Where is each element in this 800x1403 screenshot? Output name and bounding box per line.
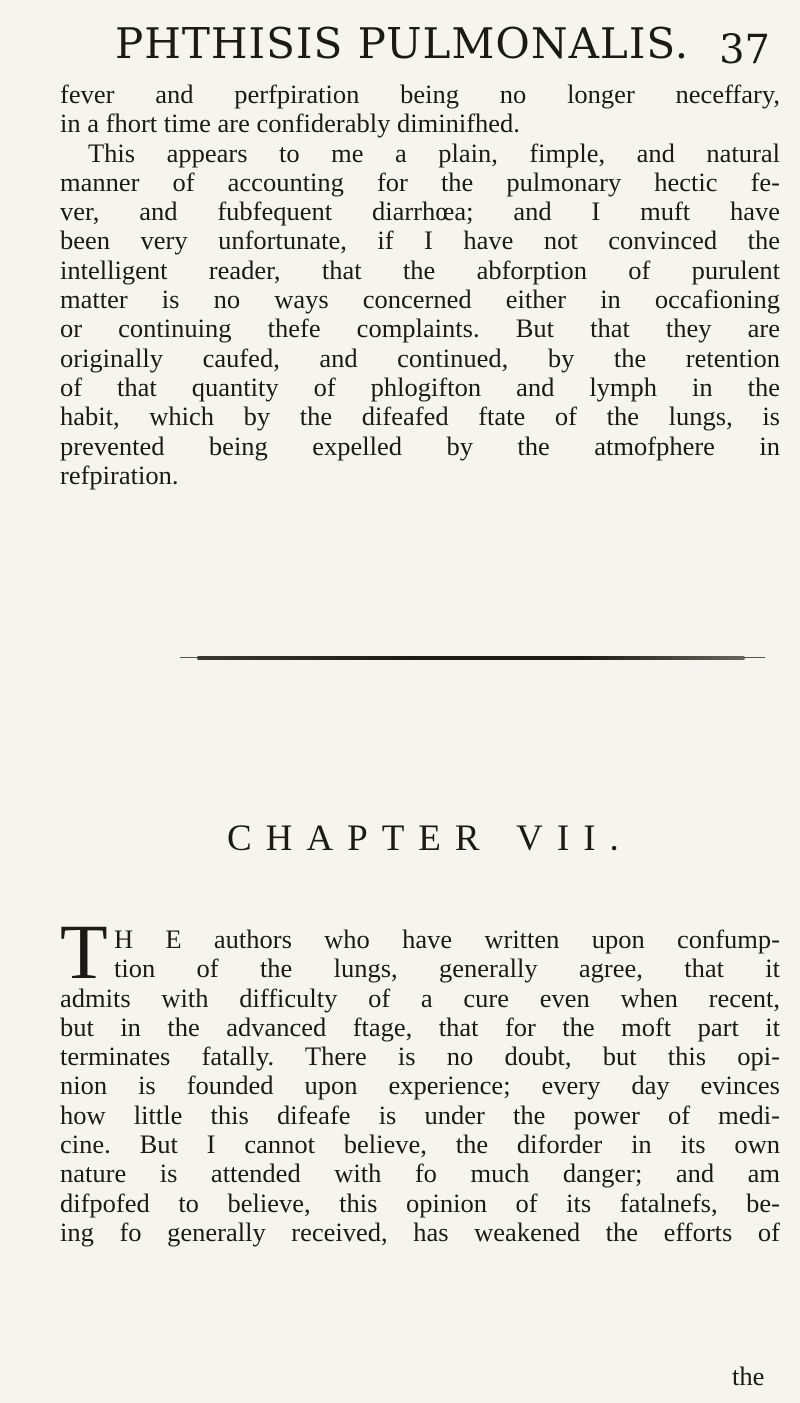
text-line: tion of the lungs, generally agree, that it [114, 953, 780, 984]
text-line: admits with difficulty of a cure even when recent, [60, 982, 780, 1013]
text-line: H E authors who have written upon confump- [114, 924, 780, 954]
chapter-text [60, 925, 780, 1247]
text-line: intelligent reader, that the abforption of purulent [60, 254, 780, 285]
text-line: manner of accounting for the pulmonary hectic fe- [60, 166, 780, 197]
text-line: of that quantity of phlogifton and lymph in the [60, 371, 780, 402]
section-one-text [60, 80, 780, 490]
text-line: ver, and fubfequent diarrhœa; and I muft have [60, 196, 780, 227]
text-line: refpiration. [60, 459, 179, 490]
text-line: been very unfortunate, if I have not convinced the [60, 225, 780, 256]
text-line: ing fo generally received, has weakened the efforts of [60, 1216, 780, 1247]
text-line: cine. But I cannot believe, the diforder in its own [60, 1129, 780, 1160]
text-line: nion is founded upon experience; every day evinces [60, 1070, 780, 1101]
page-number: 37 [719, 27, 770, 73]
text-line: prevented being expelled by the atmofphere in [60, 430, 780, 461]
text-line: in a fhort time are confiderably diminifhed. [60, 108, 520, 139]
chapter-heading: CHAPTER VII. [227, 818, 633, 859]
text-line: matter is no ways concerned either in occafioning [60, 284, 780, 315]
text-line: fever and perfpiration being no longer neceffary, [60, 79, 780, 109]
text-line: terminates fatally. There is no doubt, but this opi- [60, 1041, 780, 1072]
text-line: how little this difeafe is under the power of medi- [60, 1099, 780, 1130]
text-line: originally caufed, and continued, by the retention [60, 342, 780, 373]
text-line: This appears to me a plain, fimple, and natural [88, 137, 780, 168]
text-line: or continuing thefe complaints. But that they are [60, 313, 780, 344]
text-line: habit, which by the difeafed ftate of the lungs, is [60, 401, 780, 432]
section-divider [197, 656, 745, 660]
drop-cap: T [60, 908, 108, 995]
text-line: difpofed to believe, this opinion of its fatalnefs, be- [60, 1187, 780, 1218]
catchword: the [732, 1361, 765, 1391]
text-line: nature is attended with fo much danger; and am [60, 1158, 780, 1189]
running-title: PHTHISIS PULMONALIS. [115, 19, 690, 68]
text-line: but in the advanced ftage, that for the moft part it [60, 1011, 780, 1042]
